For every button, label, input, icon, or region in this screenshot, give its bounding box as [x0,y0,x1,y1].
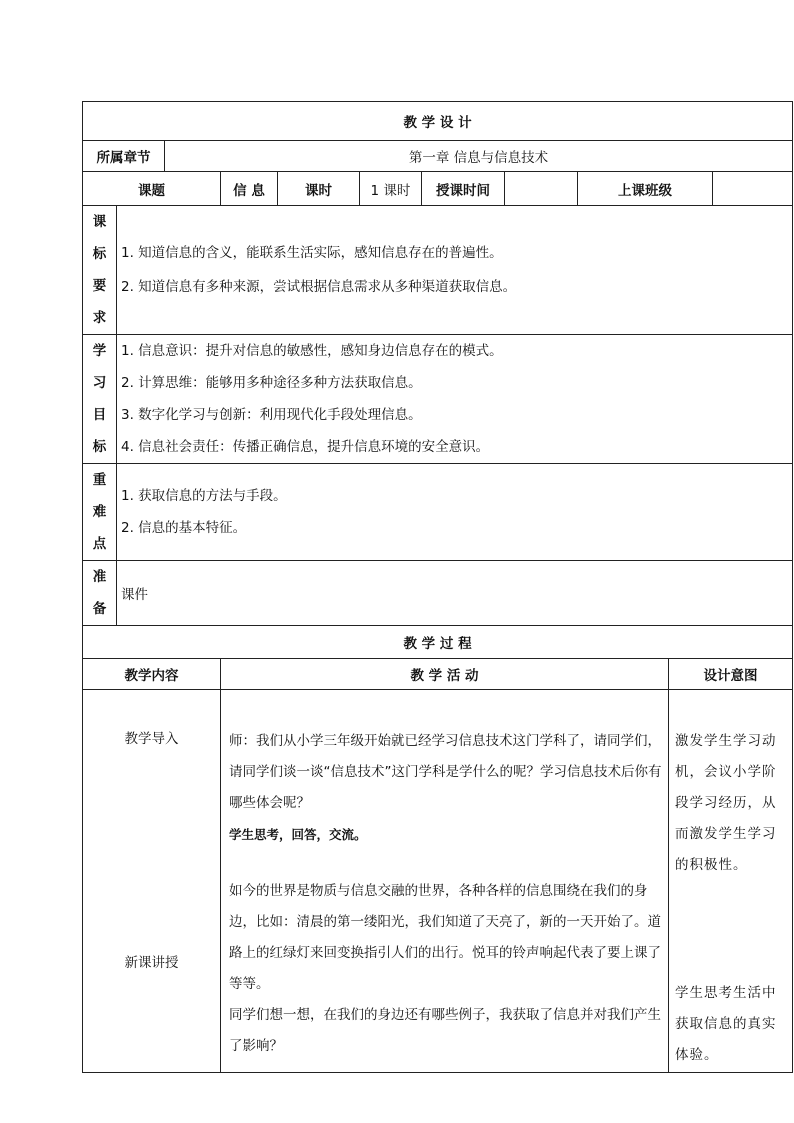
lesson-plan-table [82,101,793,1073]
process-title: 教 学 过 程 [83,626,793,659]
goals-label-char: 习 [92,375,107,391]
standards-item: 1. 知道信息的含义，能联系生活实际，感知信息存在的普遍性。 [121,245,503,261]
stage-new-lesson: 新课讲授 [124,955,179,971]
standards-label-char: 课 [92,214,107,230]
chapter-label: 所属章节 [83,141,165,172]
keypoints-label-char: 难 [92,504,107,520]
time-label: 授课时间 [422,172,505,206]
topic-label: 课题 [83,172,221,206]
goals-item: 1. 信息意识：提升对信息的敏感性，感知身边信息存在的模式。 [121,343,503,359]
prep-label-char: 备 [92,601,107,617]
keypoints-label [83,464,117,561]
prep-label-char: 准 [92,569,107,585]
class-value [713,172,793,206]
prep-label [83,561,117,626]
intent-intro: 激发学生学习动机，会议小学阶段学习经历，从而激发学生学习的积极性。 [675,733,777,873]
standards-item: 2. 知道信息有多种来源，尝试根据信息需求从多种渠道获取信息。 [121,279,517,295]
activity-column [221,690,669,1073]
class-label: 上课班级 [578,172,713,206]
intent-column [669,690,793,1073]
intent-lesson: 学生思考生活中获取信息的真实体验。 [675,985,777,1063]
standards-label-char: 要 [92,278,107,294]
standards-label [83,206,117,335]
goals-label-char: 学 [92,343,107,359]
goals-content [117,335,793,464]
stage-column [83,690,221,1073]
goals-label [83,335,117,464]
topic-value: 信 息 [221,172,278,206]
activity-question-text: 同学们想一想，在我们的身边还有哪些例子，我获取了信息并对我们产生了影响？ [229,1007,661,1054]
chapter-value: 第一章 信息与信息技术 [165,141,793,172]
activity-intro-text: 师：我们从小学三年级开始就已经学习信息技术这门学科了，请同学们，请同学们谈一谈“信息技术”这门学科是学什么的呢？学习信息技术后你有哪些体会呢？ [229,733,662,811]
time-value [505,172,578,206]
hours-value: 1 课时 [360,172,422,206]
header-activity: 教 学 活 动 [221,659,669,690]
keypoints-label-char: 重 [92,472,107,488]
activity-student-response: 学生思考，回答，交流。 [229,827,367,842]
standards-label-char: 标 [92,246,107,262]
header-intent: 设计意图 [669,659,793,690]
stage-intro: 教学导入 [124,731,179,747]
activity-lesson-text: 如今的世界是物质与信息交融的世界，各种各样的信息围绕在我们的身边，比如：清晨的第一缕阳光，我们知道了天亮了，新的一天开始了。道路上的红绿灯来回变换指引人们的出行。悦耳的铃声响起代表了要上课了等等。 [229,883,661,992]
goals-item: 3. 数字化学习与创新：利用现代化手段处理信息。 [121,407,422,423]
hours-label: 课时 [278,172,360,206]
goals-item: 2. 计算思维：能够用多种途径多种方法获取信息。 [121,375,422,391]
goals-label-char: 目 [92,407,107,423]
keypoints-label-char: 点 [92,536,107,552]
keypoints-content [117,464,793,561]
document-title: 教 学 设 计 [83,102,793,141]
goals-item: 4. 信息社会责任：传播正确信息，提升信息环境的安全意识。 [121,439,490,455]
keypoints-item: 2. 信息的基本特征。 [121,520,247,536]
keypoints-item: 1. 获取信息的方法与手段。 [121,488,287,504]
standards-label-char: 求 [92,310,107,326]
goals-label-char: 标 [92,439,107,455]
standards-content [117,206,793,335]
prep-value: 课件 [117,561,793,626]
header-content: 教学内容 [83,659,221,690]
lesson-plan-sheet [82,101,777,1073]
